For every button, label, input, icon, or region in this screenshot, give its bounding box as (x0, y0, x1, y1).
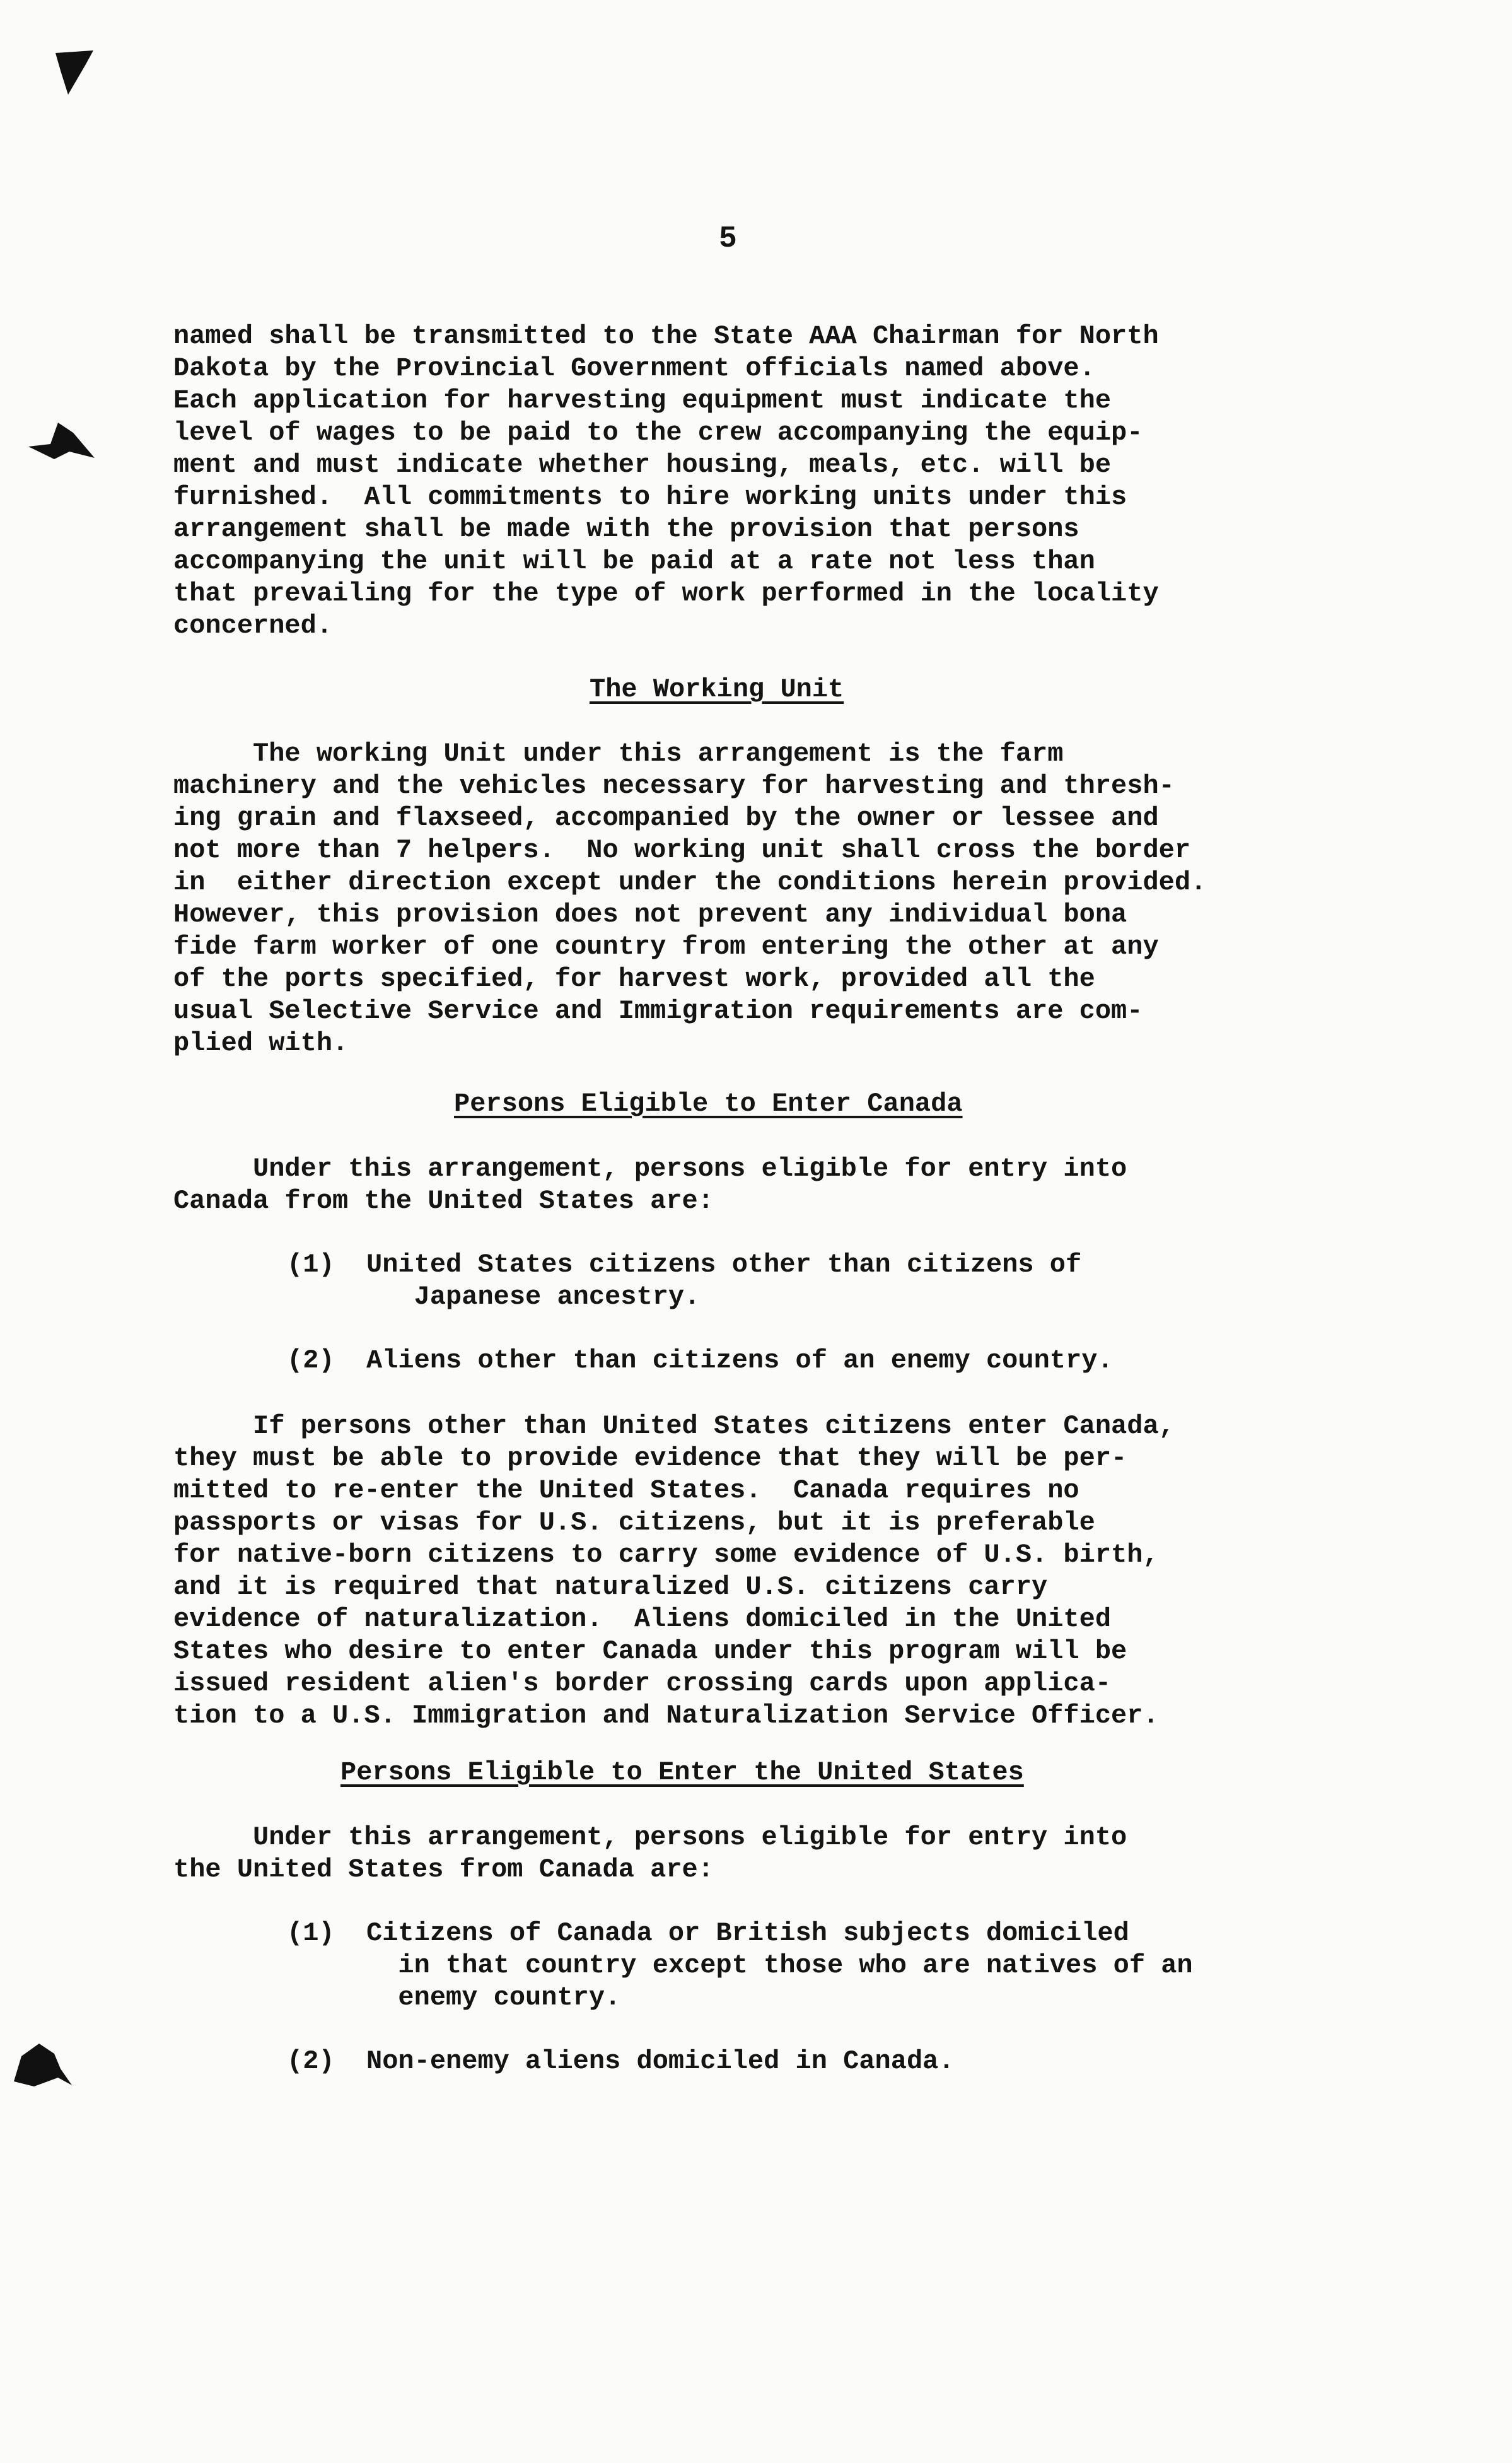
intro-line: Dakota by the Provincial Government officials named above. (173, 353, 1095, 383)
section1-line: of the ports specified, for harvest work, provided all the (173, 964, 1095, 994)
section2-item-1: Japanese ancestry. (287, 1282, 701, 1312)
section2-item-1: (1) United States citizens other than citizens of (287, 1249, 1082, 1280)
section1-line: not more than 7 helpers. No working unit shall cross the border (173, 835, 1191, 865)
section3-item-1: in that country except those who are natives of an (287, 1950, 1193, 1980)
section2-para-line: If persons other than United States citizens enter Canada, (173, 1411, 1175, 1441)
section1-line: machinery and the vehicles necessary for harvesting and thresh- (173, 771, 1175, 801)
section2-intro-line: Canada from the United States are: (173, 1186, 714, 1216)
intro-line: arrangement shall be made with the provision that persons (173, 514, 1079, 544)
section2-para-line: evidence of naturalization. Aliens domiciled in the United (173, 1604, 1112, 1634)
intro-line: concerned. (173, 611, 333, 641)
intro-line: accompanying the unit will be paid at a rate not less than (173, 546, 1095, 576)
section3-item-1: (1) Citizens of Canada or British subjects domiciled (287, 1918, 1129, 1948)
section2-para-line: for native-born citizens to carry some evidence of U.S. birth, (173, 1540, 1159, 1570)
section2-para-line: they must be able to provide evidence that they will be per- (173, 1443, 1127, 1473)
section2-para-line: passports or visas for U.S. citizens, but it is preferable (173, 1507, 1095, 1538)
intro-line: level of wages to be paid to the crew accompanying the equip- (173, 418, 1143, 448)
section-heading-enter-canada: Persons Eligible to Enter Canada (454, 1089, 963, 1119)
section1-line: in either direction except under the conditions herein provided. (173, 867, 1207, 898)
section3-item-1: enemy country. (287, 1982, 621, 2013)
section-heading-working-unit: The Working Unit (590, 674, 844, 705)
section2-para-line: States who desire to enter Canada under this program will be (173, 1636, 1127, 1666)
blot-mark-top-icon (49, 45, 106, 102)
section1-line: The working Unit under this arrangement is the farm (173, 739, 1064, 769)
section-heading-enter-united-states: Persons Eligible to Enter the United States (340, 1757, 1024, 1787)
intro-line: Each application for harvesting equipment must indicate the (173, 385, 1112, 416)
intro-line: ment and must indicate whether housing, meals, etc. will be (173, 450, 1112, 480)
page-number: 5 (719, 222, 737, 256)
section1-line: usual Selective Service and Immigration requirements are com- (173, 996, 1143, 1026)
intro-line: that prevailing for the type of work performed in the locality (173, 578, 1159, 609)
section1-line: However, this provision does not prevent any individual bona (173, 899, 1127, 930)
section2-para-line: mitted to re-enter the United States. Canada requires no (173, 1475, 1079, 1506)
section1-line: plied with. (173, 1028, 349, 1058)
section1-line: fide farm worker of one country from entering the other at any (173, 932, 1159, 962)
intro-line: furnished. All commitments to hire working units under this (173, 482, 1127, 512)
section2-item-2: (2) Aliens other than citizens of an enemy country. (287, 1345, 1114, 1376)
section2-para-line: tion to a U.S. Immigration and Naturalization Service Officer. (173, 1700, 1159, 1731)
intro-line: named shall be transmitted to the State AAA Chairman for North (173, 321, 1159, 351)
section2-para-line: and it is required that naturalized U.S. citizens carry (173, 1572, 1048, 1602)
section1-line: ing grain and flaxseed, accompanied by the owner or lessee and (173, 803, 1159, 833)
section2-intro-line: Under this arrangement, persons eligible for entry into (173, 1154, 1127, 1184)
section3-item-2: (2) Non-enemy aliens domiciled in Canada. (287, 2046, 955, 2076)
blot-mark-bottom-icon (9, 2031, 84, 2094)
section3-intro-line: Under this arrangement, persons eligible for entry into (173, 1822, 1127, 1852)
section3-intro-line: the United States from Canada are: (173, 1854, 714, 1885)
blot-mark-middle-icon (25, 416, 101, 467)
section2-para-line: issued resident alien's border crossing cards upon applica- (173, 1668, 1112, 1699)
